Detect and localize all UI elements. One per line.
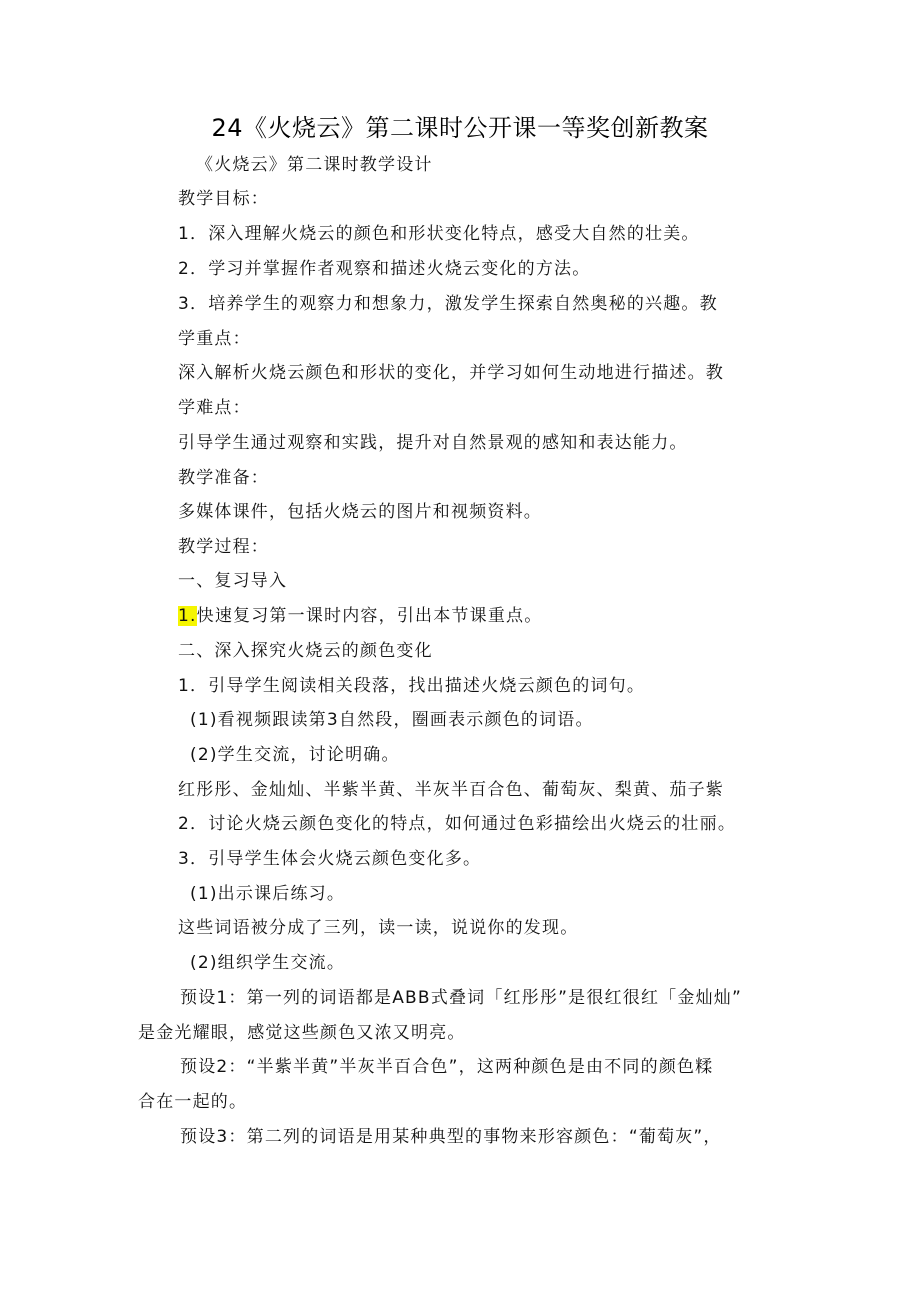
text-line: 学难点： [178,398,251,418]
text-line: (1)看视频跟读第3自然段，圈画表示颜色的词语。 [190,710,594,730]
text-line: 3．引导学生体会火烧云颜色变化多。 [178,849,482,869]
text-line: 是金光耀眼，感觉这些颜色又浓又明亮。 [138,1023,466,1043]
text-line-body: 快速复习第一课时内容，引出本节课重点。 [196,606,543,626]
text-line: 深入解析火烧云颜色和形状的变化，并学习如何生动地进行描述。教 [178,363,724,383]
text-line: 引导学生通过观察和实践，提升对自然景观的感知和表达能力。 [178,433,688,453]
text-line [178,603,542,629]
text-line: 学重点： [178,329,251,349]
text-line: 教学目标： [178,189,269,209]
text-line: 1．深入理解火烧云的颜色和形状变化特点，感受大自然的壮美。 [178,224,700,244]
section-heading: 一、复习导入 [178,571,288,591]
highlighted-marker: 1. [178,606,197,626]
text-line: 预设1：第一列的词语都是ABB式叠词「红彤彤”是很红很红「金灿灿” [180,988,742,1008]
text-line: 合在一起的。 [138,1092,248,1112]
text-line: 红彤彤、金灿灿、半紫半黄、半灰半百合色、葡萄灰、梨黄、茄子紫 [178,780,724,800]
text-line: 2．学习并掌握作者观察和描述火烧云变化的方法。 [178,259,591,279]
text-line: 预设3：第二列的词语是用某种典型的事物来形容颜色：“葡萄灰”， [180,1127,722,1147]
text-line: (2)组织学生交流。 [190,953,346,973]
text-line: (2)学生交流，讨论明确。 [190,745,400,765]
document-subtitle: 《火烧云》第二课时教学设计 [196,155,433,175]
text-line: (1)出示课后练习。 [190,884,346,904]
text-line: 3．培养学生的观察力和想象力，激发学生探索自然奥秘的兴趣。教 [178,294,718,314]
section-heading: 二、深入探究火烧云的颜色变化 [178,641,433,661]
text-line: 这些词语被分成了三列，读一读，说说你的发现。 [178,918,579,938]
text-line: 多媒体课件，包括火烧云的图片和视频资料。 [178,502,542,522]
text-line: 教学准备： [178,468,269,488]
text-line: 预设2：“半紫半黄”半灰半百合色”，这两种颜色是由不同的颜色糅 [180,1057,714,1077]
text-line: 2．讨论火烧云颜色变化的特点，如何通过色彩描绘出火烧云的壮丽。 [178,814,737,834]
text-line: 1．引导学生阅读相关段落，找出描述火烧云颜色的词句。 [178,676,646,696]
document-title: 24《火烧云》第二课时公开课一等奖创新教案 [211,114,709,142]
text-line: 教学过程： [178,537,269,557]
